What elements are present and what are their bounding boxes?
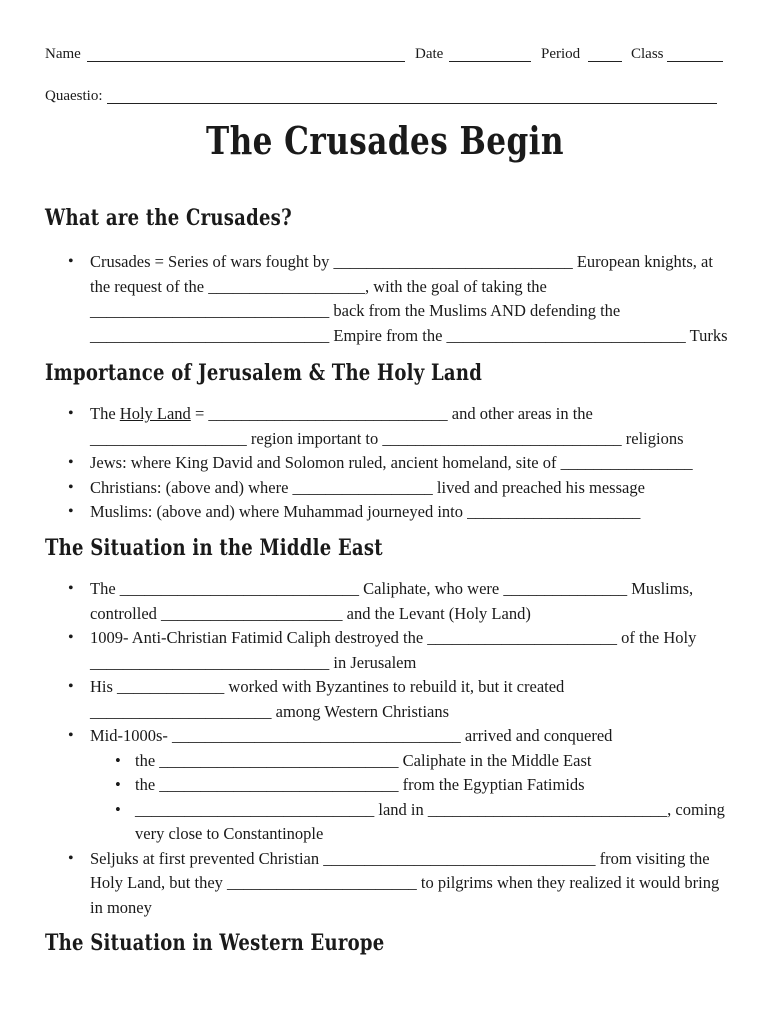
page-title: The Crusades Begin <box>206 118 564 163</box>
section-list-what-are-crusades <box>68 250 733 348</box>
section-heading-what-are-crusades: What are the Crusades? <box>45 205 292 231</box>
list-item: • Seljuks at first prevented Christian _________________________________ from visiting the Holy Land, but they _______________________ to pilgrims when they realized it would bring in money <box>68 847 733 921</box>
list-item: • Muslims: (above and) where Muhammad journeyed into _____________________ <box>68 500 733 525</box>
section-list-middle-east <box>68 577 733 920</box>
section-heading-importance-jerusalem: Importance of Jerusalem & The Holy Land <box>45 360 483 386</box>
class-field[interactable] <box>667 61 723 62</box>
section-heading-middle-east: The Situation in the Middle East <box>45 535 383 561</box>
section-list-importance-jerusalem <box>68 402 733 525</box>
name-field[interactable] <box>87 61 405 62</box>
section-heading-western-europe: The Situation in Western Europe <box>45 930 385 956</box>
date-label: Date <box>415 46 444 62</box>
holy-land-term: Holy Land <box>119 404 191 423</box>
class-label: Class <box>631 46 664 62</box>
text-fragment: The <box>90 404 120 423</box>
sub-list-item: • the _____________________________ Caliphate in the Middle East <box>90 749 733 774</box>
list-item <box>68 402 733 451</box>
list-item <box>68 724 733 847</box>
header-row <box>45 46 725 68</box>
quaestio-row <box>45 88 725 105</box>
period-field[interactable] <box>588 61 622 62</box>
quaestio-label: Quaestio: <box>45 88 103 104</box>
sub-list <box>90 749 733 847</box>
sub-list-item: • _____________________________ land in _____________________________, coming very close to Constantinople <box>90 798 733 847</box>
period-label: Period <box>541 46 581 62</box>
text-fragment: = _____________________________ and other areas in the ___________________ region important to _____________________________ religions <box>90 404 684 448</box>
date-field[interactable] <box>449 61 531 62</box>
list-item: • Christians: (above and) where _________________ lived and preached his message <box>68 476 733 501</box>
list-item: • Jews: where King David and Solomon ruled, ancient homeland, site of ________________ <box>68 451 733 476</box>
list-item: • 1009- Anti-Christian Fatimid Caliph destroyed the _______________________ of the Holy _____________________________ in Jerusalem <box>68 626 733 675</box>
list-item: • His _____________ worked with Byzantines to rebuild it, but it created ______________________ among Western Christians <box>68 675 733 724</box>
quaestio-field[interactable] <box>107 103 717 104</box>
list-item: • Crusades = Series of wars fought by _____________________________ European knights, at the request of the ___________________, with the goal of taking the _____________________________ back from the Muslims AND defending the _____________________________ Empire from the _____________________________ Turks <box>68 250 733 348</box>
name-label: Name <box>45 46 81 62</box>
text-fragment: Mid-1000s- ___________________________________ arrived and conquered <box>90 726 613 745</box>
list-item: • The _____________________________ Caliphate, who were _______________ Muslims, controlled ______________________ and the Levant (Holy Land) <box>68 577 733 626</box>
sub-list-item: • the _____________________________ from the Egyptian Fatimids <box>90 773 733 798</box>
